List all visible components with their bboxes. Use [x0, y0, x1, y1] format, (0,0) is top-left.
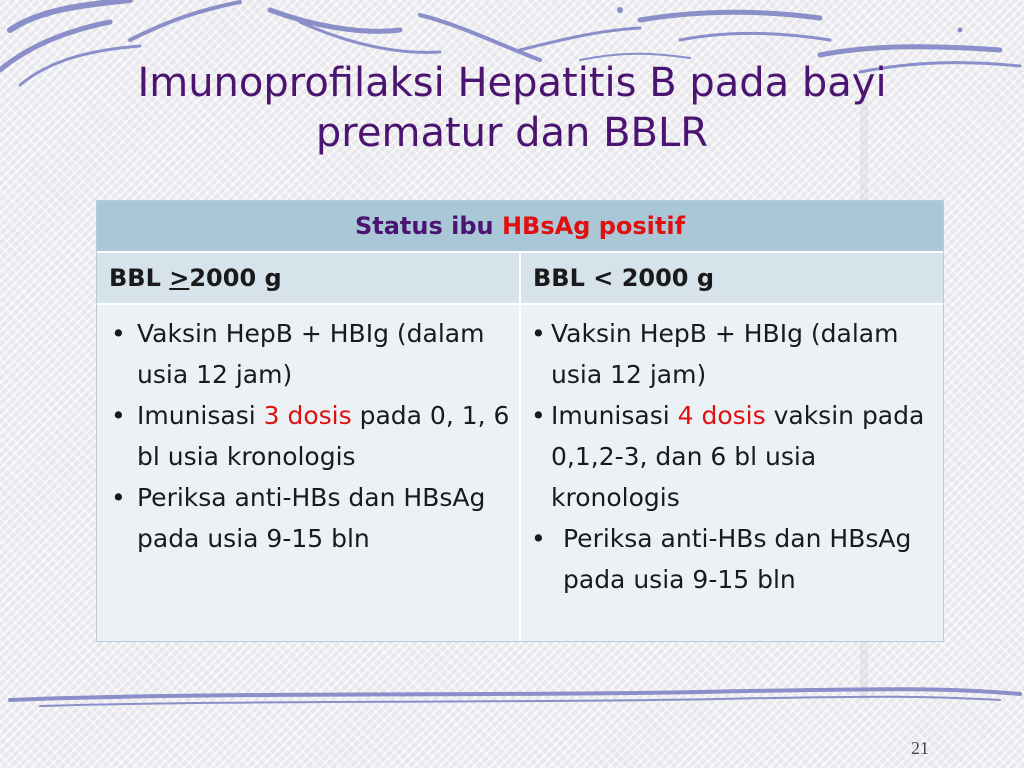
list-item [521, 518, 935, 600]
header-highlight: HBsAg positif [501, 212, 686, 240]
page-number: 21 [911, 738, 929, 758]
bullet-dot: • [111, 319, 126, 348]
list-item-text: Vaksin HepB + HBIg (dalam usia 12 jam) [137, 319, 485, 389]
list-item-highlight: 3 dosis [263, 401, 352, 430]
list-item-pre: Imunisasi [137, 401, 264, 430]
bullet-dot: • [531, 401, 546, 430]
list-item [97, 395, 511, 477]
left-column-heading [97, 253, 521, 303]
slide-title [60, 58, 964, 158]
list-item-pre: Imunisasi [551, 401, 678, 430]
right-column-heading: BBL < 2000 g [533, 264, 715, 292]
left-heading-prefix: BBL [109, 264, 170, 292]
left-bullet-list [97, 305, 519, 559]
list-item-text: Vaksin HepB + HBIg (dalam usia 12 jam) [551, 319, 899, 389]
slide-title-line-2: prematur dan BBLR [315, 110, 709, 156]
left-heading-suffix: 2000 g [189, 264, 282, 292]
list-item [97, 313, 511, 395]
header-prefix: Status ibu [354, 212, 502, 240]
left-heading-symbol: > [169, 264, 190, 292]
prophylaxis-table [96, 200, 944, 642]
right-bullet-list [521, 305, 943, 600]
bullet-dot: • [111, 483, 126, 512]
list-item-text: Periksa anti-HBs dan HBsAg pada usia 9-15 bln [137, 483, 486, 553]
list-item-text: Periksa anti-HBs dan HBsAg pada usia 9-15 bln [563, 524, 912, 594]
list-item-post: pada 0, 1, 6 bl usia kronologis [137, 401, 510, 471]
list-item-highlight: 4 dosis [677, 401, 766, 430]
list-item [521, 395, 935, 518]
bullet-dot: • [531, 524, 546, 553]
list-item [97, 477, 511, 559]
slide-title-line-1: Imunoprofilaksi Hepatitis B pada bayi [137, 60, 887, 106]
left-column-body [97, 305, 521, 641]
table-subheader-row [97, 253, 943, 305]
table-body-row [97, 305, 943, 641]
bullet-dot: • [531, 319, 546, 348]
list-item [521, 313, 935, 395]
right-column-body [521, 305, 943, 641]
list-item-post: vaksin pada 0,1,2-3, dan 6 bl usia kronologis [551, 401, 925, 512]
table-header [97, 201, 943, 253]
bullet-dot: • [111, 401, 126, 430]
